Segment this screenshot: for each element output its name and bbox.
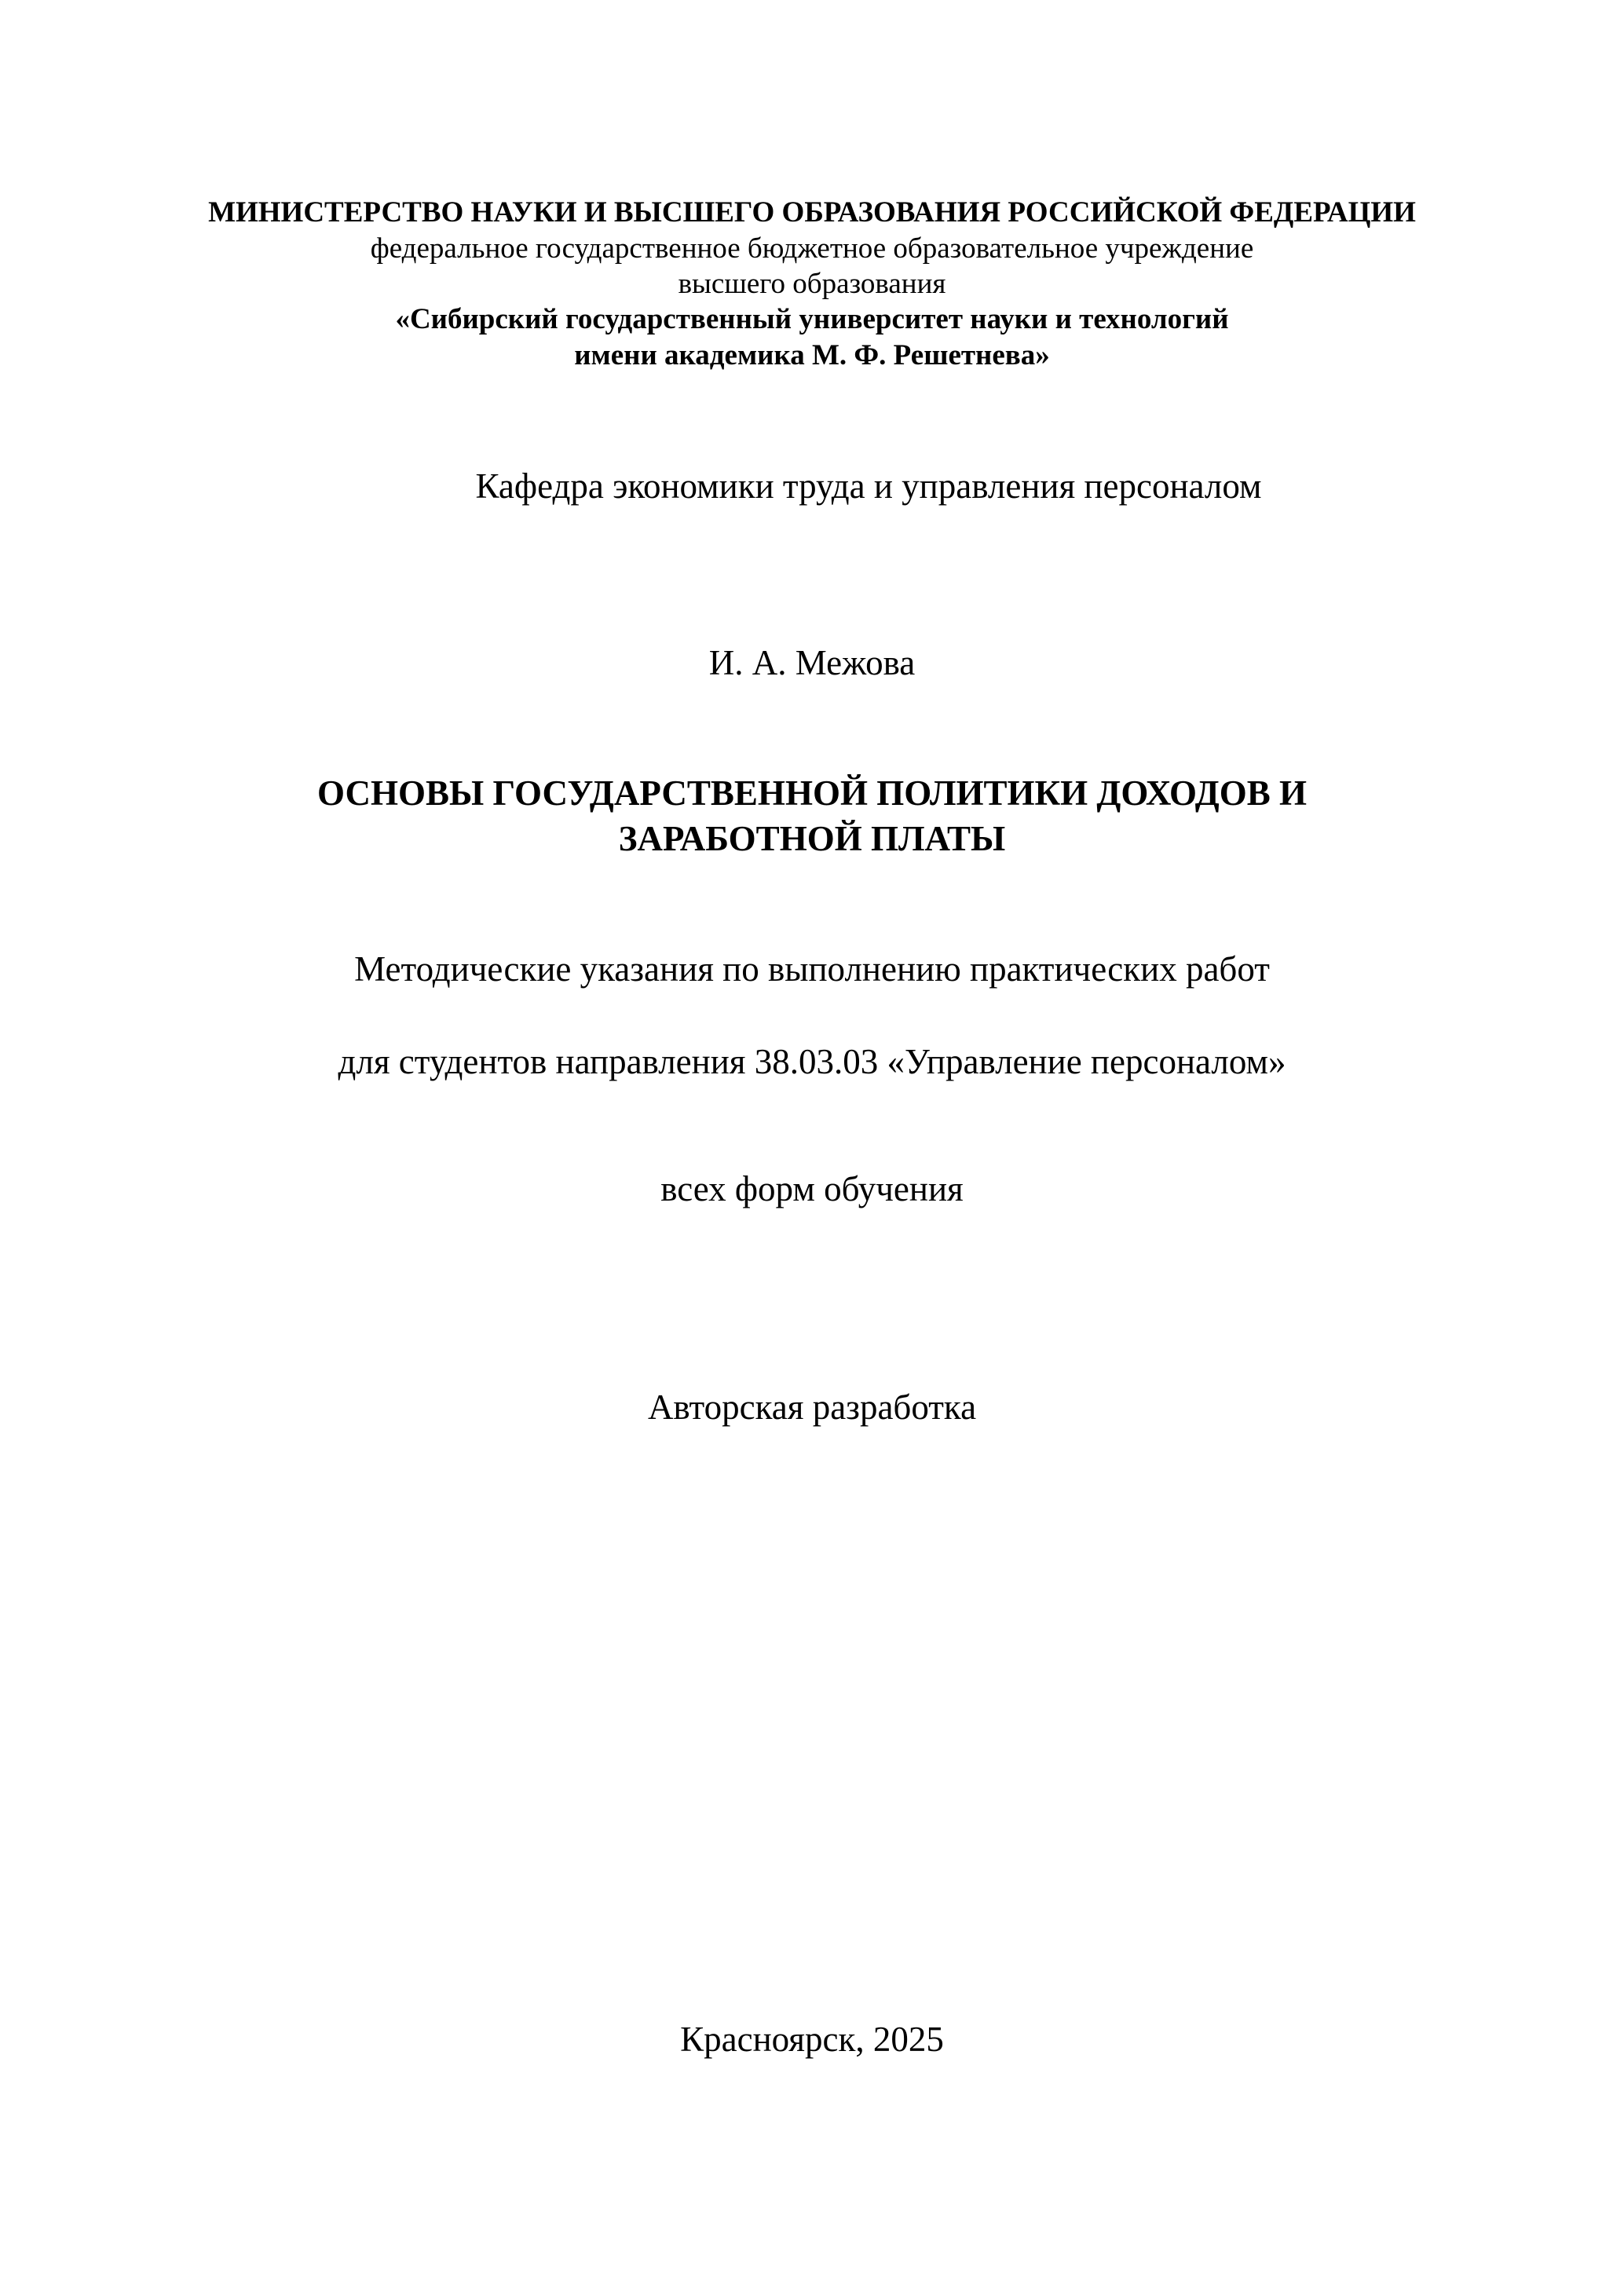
author-name: И. А. Межова (708, 643, 916, 682)
ministry-heading: МИНИСТЕРСТВО НАУКИ И ВЫСШЕГО ОБРАЗОВАНИЯ РОССИЙСКОЙ ФЕДЕРАЦИИ (208, 196, 1416, 229)
document-title-line-2: ЗАРАБОТНОЙ ПЛАТЫ (618, 819, 1006, 858)
university-name-line-2: имени академика М. Ф. Решетнева» (574, 339, 1050, 371)
department-name: Кафедра экономики труда и управления персоналом (475, 466, 1262, 506)
description-line-1: Методические указания по выполнению практических работ (354, 949, 1270, 989)
institution-type-line-2: высшего образования (678, 268, 946, 300)
document-title-line-1: ОСНОВЫ ГОСУДАРСТВЕННОЙ ПОЛИТИКИ ДОХОДОВ И (316, 773, 1308, 813)
description-line-2: для студентов направления 38.03.03 «Управление персоналом» (338, 1042, 1286, 1081)
institution-type-line-1: федеральное государственное бюджетное образовательное учреждение (370, 232, 1254, 265)
city-year: Красноярск, 2025 (680, 2020, 944, 2059)
authors-note: Авторская разработка (647, 1387, 977, 1427)
university-name-line-1: «Сибирский государственный университет науки и технологий (395, 303, 1229, 335)
description-line-3: всех форм обучения (660, 1169, 964, 1208)
